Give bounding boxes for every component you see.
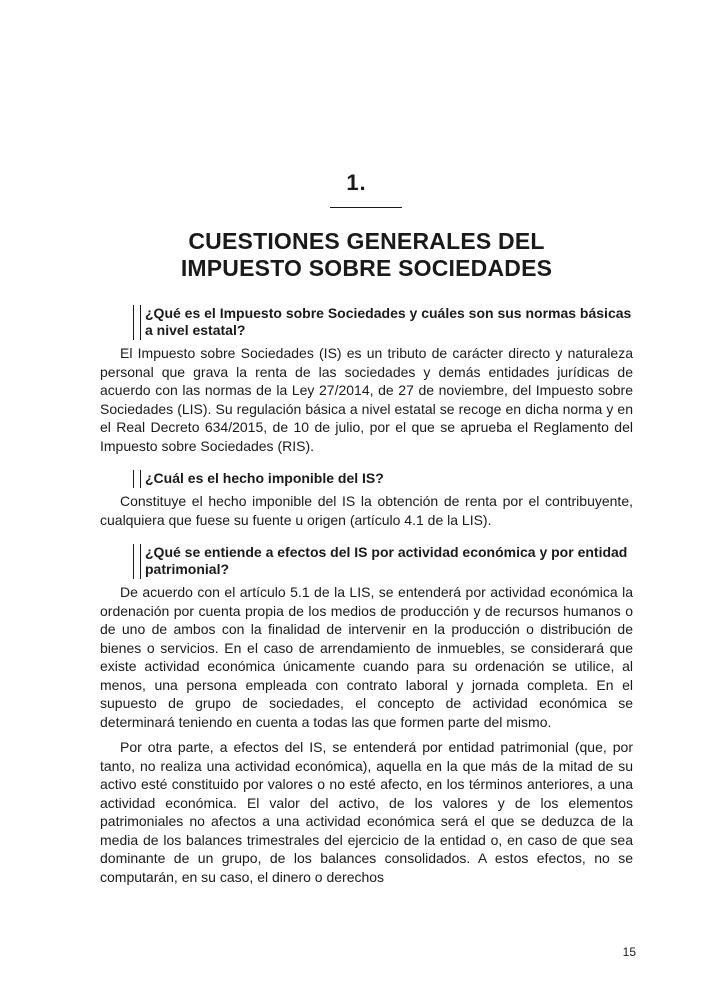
chapter-title bbox=[100, 228, 633, 282]
chapter-title-line-1: CUESTIONES GENERALES DEL bbox=[188, 228, 545, 254]
section-paragraph: De acuerdo con el artículo 5.1 de la LIS, se entenderá por actividad económica la ordenación por cuenta propia de los medios de producción y de recursos humanos o de uno de ambos con la finalidad de intervenir en la producción o distribución de bienes o servicios. En el caso de arrendamiento de inmuebles, se considerará que existe actividad económica únicamente cuando para su ordenación se utilice, al menos, una persona empleada con contrato laboral y jornada completa. En el supuesto de grupo de sociedades, el concepto de actividad económica se determinará teniendo en cuenta a todas las que formen parte del mismo. bbox=[100, 584, 633, 730]
page-number: 15 bbox=[622, 945, 636, 959]
section-question-3 bbox=[100, 544, 633, 578]
section-question-1 bbox=[100, 305, 633, 339]
question-marker-bars bbox=[133, 305, 141, 340]
section-question-2 bbox=[100, 470, 633, 487]
section-paragraph: Por otra parte, a efectos del IS, se entenderá por entidad patrimonial (que, por tanto, no realiza una actividad económica), aquella en la que más de la mitad de su activo esté constituido por valores o no esté afecto, en los términos anteriores, a una actividad económica. El valor del activo, de los valores y de los elementos patrimoniales no afectos a una actividad económica será el que se deduzca de la media de los balances trimestrales del ejercicio de la entidad o, en caso de que sea dominante de un grupo, de los balances consolidados. A estos efectos, no se computarán, en su caso, el dinero o derechos bbox=[100, 739, 633, 885]
chapter-number: 1. bbox=[346, 170, 367, 195]
chapter-divider bbox=[330, 207, 402, 208]
chapter-title-line-2: IMPUESTO SOBRE SOCIEDADES bbox=[180, 255, 553, 281]
section-paragraph: Constituye el hecho imponible del IS la obtención de renta por el contribuyente, cualquiera que fuese su fuente u origen (artículo 4.1 de la LIS). bbox=[100, 493, 633, 528]
question-text: ¿Qué se entiende a efectos del IS por actividad económica y por entidad patrimonial? bbox=[145, 544, 628, 577]
section-paragraph: El Impuesto sobre Sociedades (IS) es un tributo de carácter directo y naturaleza personal que grava la renta de las sociedades y demás entidades jurídicas de acuerdo con las normas de la Ley 27/2014, de 27 de noviembre, del Impuesto sobre Sociedades (LIS). Su regulación básica a nivel estatal se recoge en dicha norma y en el Real Decreto 634/2015, de 10 de julio, por el que se aprueba el Reglamento del Impuesto sobre Sociedades (RIS). bbox=[100, 345, 633, 454]
question-marker-bars bbox=[133, 470, 141, 488]
chapter-body bbox=[100, 305, 633, 886]
question-marker-bars bbox=[133, 544, 141, 579]
question-text: ¿Qué es el Impuesto sobre Sociedades y cuáles son sus normas básicas a nivel estatal? bbox=[145, 305, 632, 338]
question-text: ¿Cuál es el hecho imponible del IS? bbox=[145, 470, 384, 486]
